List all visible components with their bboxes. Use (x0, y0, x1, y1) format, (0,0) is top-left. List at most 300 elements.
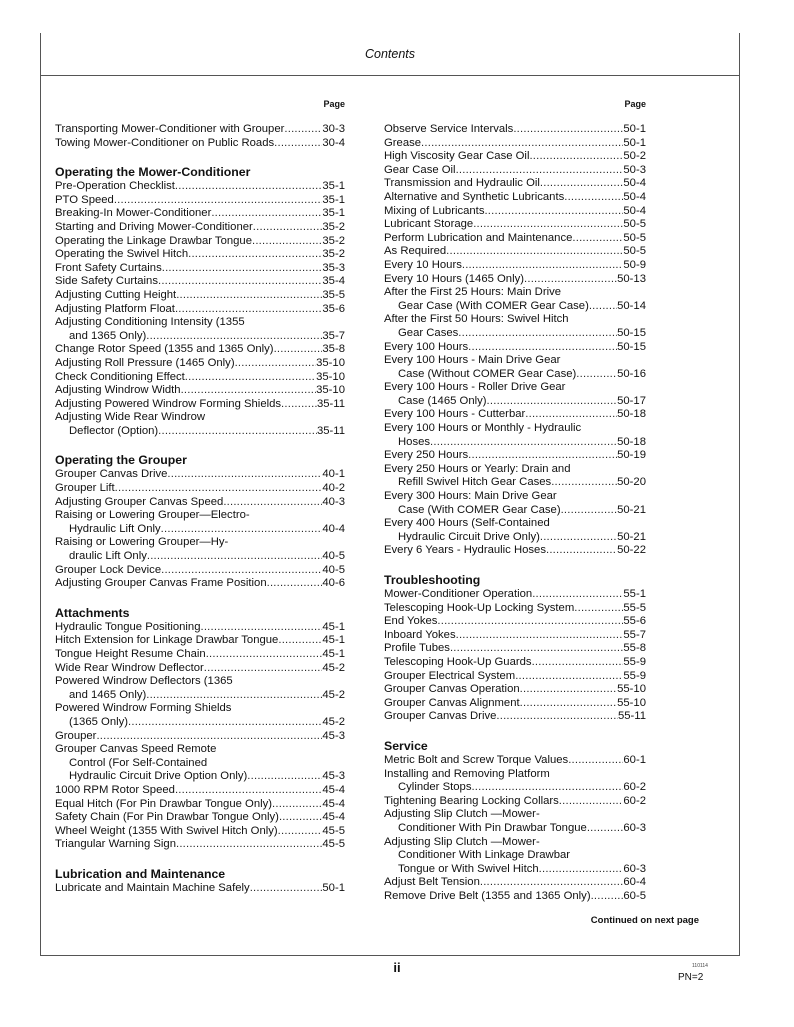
toc-entry-line (384, 504, 646, 518)
dot-leader (206, 648, 323, 662)
toc-page-number: 45-4 (322, 811, 345, 824)
toc-entry-line (384, 259, 646, 273)
toc-page-number: 45-2 (322, 661, 345, 674)
toc-entry[interactable] (384, 232, 646, 246)
dot-leader (591, 890, 624, 904)
toc-entry-title: Change Rotor Speed (1355 and 1365 Only) (55, 343, 274, 356)
dot-leader (278, 634, 322, 648)
dot-leader (176, 289, 322, 303)
toc-entry[interactable] (384, 795, 646, 809)
section-heading: Troubleshooting (384, 573, 481, 587)
toc-entry-line (55, 757, 345, 771)
toc-entry[interactable] (55, 825, 345, 839)
toc-entry[interactable] (55, 398, 345, 412)
toc-entry[interactable] (55, 702, 345, 729)
toc-entry[interactable] (55, 621, 345, 635)
toc-page-number: 50-1 (623, 136, 646, 149)
toc-page-number: 35-11 (316, 424, 345, 437)
dot-leader (540, 177, 623, 191)
toc-entry-title: Triangular Warning Sign (55, 838, 176, 851)
toc-page-number: 45-3 (322, 770, 345, 783)
toc-entry-title: Mixing of Lubricants (384, 204, 485, 217)
toc-entry[interactable] (55, 675, 345, 702)
toc-entry[interactable] (384, 191, 646, 205)
toc-page-number: 40-3 (322, 495, 345, 508)
toc-page-number: 35-3 (322, 261, 345, 274)
toc-entry[interactable] (384, 205, 646, 219)
section-heading: Service (384, 738, 428, 753)
toc-entry[interactable] (384, 490, 646, 517)
toc-entry-line (384, 218, 646, 232)
dot-leader (278, 825, 323, 839)
toc-page-number: 40-6 (322, 577, 345, 590)
toc-entry[interactable] (384, 754, 646, 768)
toc-entry-title: Adjusting Roll Pressure (1465 Only) (55, 356, 235, 369)
toc-entry[interactable] (384, 164, 646, 178)
toc-entry[interactable] (55, 730, 345, 744)
dot-leader (175, 180, 322, 194)
toc-entry[interactable] (384, 544, 646, 558)
toc-entry[interactable] (384, 876, 646, 890)
toc-page-number: 35-7 (322, 329, 345, 342)
toc-entry[interactable] (384, 629, 646, 643)
toc-entry-title: Lubricant Storage (384, 218, 474, 231)
toc-entry-title: Hydraulic Circuit Drive Option Only) (69, 770, 248, 783)
toc-entry-line (55, 371, 345, 385)
toc-page-number: 50-21 (617, 503, 646, 516)
toc-page-number: 50-4 (623, 177, 646, 190)
toc-entry-line (384, 656, 646, 670)
toc-entry-line (384, 697, 646, 711)
toc-entry[interactable] (55, 798, 345, 812)
toc-page-number: 50-5 (623, 231, 646, 244)
toc-entry-title: Adjusting Platform Float (55, 302, 175, 315)
dot-leader (96, 730, 322, 744)
toc-entry[interactable] (384, 273, 646, 287)
toc-entry[interactable] (384, 259, 646, 273)
toc-entry[interactable] (55, 743, 345, 784)
toc-entry-line (384, 808, 646, 822)
toc-entry[interactable] (384, 656, 646, 670)
dot-leader (568, 754, 623, 768)
toc-entry-title: Hoses (398, 435, 431, 448)
toc-entry-title: Every 300 Hours: Main Drive Gear (384, 490, 557, 503)
toc-entry[interactable] (384, 341, 646, 355)
toc-page-number: 60-5 (623, 889, 646, 902)
toc-entry-line (55, 303, 345, 317)
dot-leader (487, 395, 618, 409)
dot-leader (167, 468, 322, 482)
toc-entry-title: Case (1465 Only) (398, 394, 487, 407)
toc-page-number: 30-4 (322, 136, 345, 149)
dot-leader (176, 838, 322, 852)
toc-entry[interactable] (384, 313, 646, 340)
toc-entry-line (384, 544, 646, 558)
toc-page-number: 50-21 (617, 530, 646, 543)
toc-entry-line (55, 838, 345, 852)
toc-entry-line (384, 683, 646, 697)
toc-entry-title: Grouper Canvas Speed Remote (55, 743, 217, 756)
toc-entry-title: Wide Rear Windrow Deflector (55, 661, 204, 674)
left-toc-list (55, 123, 345, 896)
toc-entry-line (384, 463, 646, 477)
toc-entry-line (384, 754, 646, 768)
toc-entry[interactable] (384, 408, 646, 422)
toc-entry-line (55, 662, 345, 676)
toc-page-number: 45-2 (322, 715, 345, 728)
toc-page-number: 35-2 (322, 248, 345, 261)
toc-entry[interactable] (384, 463, 646, 490)
toc-page-number: 50-18 (617, 408, 646, 421)
toc-entry[interactable] (55, 123, 345, 137)
toc-entry[interactable] (55, 662, 345, 676)
dot-leader (162, 262, 323, 276)
toc-entry[interactable] (384, 123, 646, 137)
toc-entry-line (55, 221, 345, 235)
toc-entry[interactable] (384, 422, 646, 449)
toc-entry-title: Tongue Height Resume Chain (55, 648, 206, 660)
dot-leader (211, 207, 322, 221)
toc-entry-title: Every 6 Years - Hydraulic Hoses (384, 544, 546, 557)
dot-leader (471, 781, 623, 795)
dot-leader (551, 476, 617, 490)
toc-entry[interactable] (384, 218, 646, 232)
dot-leader (161, 523, 323, 537)
dot-leader (496, 710, 618, 724)
toc-entry-title: draulic Lift Only (69, 550, 147, 563)
toc-entry-title: Perform Lubrication and Maintenance (384, 231, 573, 244)
toc-entry[interactable] (384, 836, 646, 877)
toc-entry[interactable] (55, 411, 345, 438)
toc-entry[interactable] (55, 648, 345, 662)
toc-entry-line (384, 863, 646, 877)
toc-entry-title: Inboard Yokes (384, 628, 456, 641)
toc-entry[interactable] (55, 577, 345, 591)
toc-page-number: 45-1 (322, 620, 345, 633)
toc-entry-title: Adjusting Conditioning Intensity (1355 (55, 316, 245, 329)
toc-entry-line (55, 634, 345, 648)
header-frame (40, 33, 740, 76)
toc-entry[interactable] (384, 697, 646, 711)
dot-leader (520, 697, 617, 711)
toc-entry[interactable] (55, 564, 345, 578)
toc-entry-title: Grouper Canvas Drive (55, 468, 168, 481)
toc-entry-line (55, 330, 345, 344)
section-heading: Operating the Grouper (55, 453, 187, 468)
toc-entry[interactable] (384, 615, 646, 629)
page-column-label: Page (323, 99, 345, 109)
dot-leader (559, 795, 624, 809)
toc-entry[interactable] (55, 221, 345, 235)
toc-page-number: 50-22 (617, 544, 646, 557)
toc-entry-line (384, 354, 646, 368)
toc-entry-title: Profile Tubes (384, 642, 450, 655)
section-heading: Attachments (55, 605, 130, 620)
toc-entry-line (384, 177, 646, 191)
toc-page-number: 45-1 (322, 648, 345, 660)
toc-entry[interactable] (384, 808, 646, 835)
toc-page-number: 60-4 (623, 876, 646, 889)
dot-leader (473, 218, 623, 232)
dot-leader (146, 689, 322, 703)
toc-entry-title: Remove Drive Belt (1355 and 1365 Only) (384, 889, 591, 902)
toc-entry[interactable] (55, 509, 345, 536)
toc-entry-line (384, 615, 646, 629)
toc-entry-line (384, 123, 646, 137)
toc-page-number: 55-10 (617, 696, 646, 709)
dot-leader (513, 123, 623, 137)
toc-entry[interactable] (55, 634, 345, 648)
toc-entry[interactable] (384, 588, 646, 602)
toc-page-number: 35-1 (322, 207, 345, 220)
dot-leader (274, 137, 322, 151)
toc-entry[interactable] (55, 194, 345, 208)
toc-entry-title: Wheel Weight (1355 With Swivel Hitch Only) (55, 824, 278, 837)
toc-entry-title: Transporting Mower-Conditioner with Grouper (55, 123, 285, 135)
toc-entry-line (55, 398, 345, 412)
dot-leader (201, 621, 323, 635)
toc-page-number: 60-3 (623, 862, 646, 875)
toc-page-number: 40-4 (322, 522, 345, 535)
dot-leader (252, 235, 322, 249)
toc-entry-line (55, 564, 345, 578)
toc-page-number: 45-5 (322, 838, 345, 851)
toc-entry-title: Tongue or With Swivel Hitch (398, 862, 539, 875)
toc-page-number: 50-5 (623, 245, 646, 258)
toc-entry[interactable] (384, 449, 646, 463)
dot-leader (561, 504, 618, 518)
toc-entry-title: Adjusting Slip Clutch —Mower- (384, 808, 540, 821)
toc-entry-line (384, 768, 646, 782)
dot-leader (185, 371, 316, 385)
toc-page-number: 50-16 (617, 367, 646, 380)
toc-entry[interactable] (384, 642, 646, 656)
toc-entry-line (384, 517, 646, 531)
dot-leader (539, 863, 624, 877)
toc-entry[interactable] (384, 354, 646, 381)
toc-page-number: 50-17 (617, 394, 646, 407)
toc-page-number: 50-1 (623, 123, 646, 135)
dot-leader (253, 221, 323, 235)
toc-entry[interactable] (384, 602, 646, 616)
toc-entry-title: Adjusting Wide Rear Windrow (55, 411, 206, 424)
toc-entry-line (55, 262, 345, 276)
pn-label: PN=2 (678, 972, 704, 983)
dot-leader (147, 550, 323, 564)
toc-entry[interactable] (384, 381, 646, 408)
toc-entry-line (55, 468, 345, 482)
dot-leader (456, 164, 624, 178)
toc-entry[interactable] (55, 468, 345, 482)
dot-leader (158, 275, 322, 289)
dot-leader (175, 303, 322, 317)
toc-entry-line (384, 368, 646, 382)
toc-entry[interactable] (55, 289, 345, 303)
toc-entry[interactable] (55, 248, 345, 262)
toc-entry-title: Grouper Electrical System (384, 669, 516, 682)
toc-entry-line (384, 232, 646, 246)
toc-entry-title: Front Safety Curtains (55, 261, 162, 274)
toc-entry-title: Grouper Lock Device (55, 563, 162, 576)
toc-entry[interactable] (384, 670, 646, 684)
dot-leader (235, 357, 317, 371)
toc-entry[interactable] (384, 137, 646, 151)
toc-entry-title: Towing Mower-Conditioner on Public Roads (55, 136, 275, 149)
toc-entry[interactable] (55, 343, 345, 357)
toc-entry-title: Telescoping Hook-Up Locking System (384, 601, 575, 614)
toc-entry[interactable] (55, 180, 345, 194)
toc-entry-line (55, 882, 345, 896)
toc-entry[interactable] (55, 811, 345, 825)
toc-entry[interactable] (55, 207, 345, 221)
dot-leader (546, 544, 617, 558)
toc-page-number: 50-1 (322, 881, 345, 894)
toc-entry-line (384, 341, 646, 355)
toc-entry-line (384, 408, 646, 422)
toc-entry[interactable] (384, 683, 646, 697)
toc-entry[interactable] (55, 303, 345, 317)
toc-entry-line (55, 275, 345, 289)
dot-leader (146, 330, 322, 344)
toc-entry-line (55, 716, 345, 730)
toc-entry-title: Adjusting Grouper Canvas Speed (55, 495, 224, 508)
toc-entry-title: Tightening Bearing Locking Collars (384, 794, 559, 807)
toc-entry-line (384, 150, 646, 164)
toc-entry-title: Adjust Belt Tension (384, 876, 480, 889)
toc-entry-line (384, 381, 646, 395)
toc-entry-title: Raising or Lowering Grouper—Hy- (55, 536, 229, 549)
toc-page-number: 60-1 (623, 753, 646, 766)
section-heading: Lubrication and Maintenance (55, 866, 226, 881)
dot-leader (114, 194, 323, 208)
toc-entry-title: Deflector (Option) (69, 424, 159, 437)
dot-leader (540, 531, 617, 545)
toc-page-number: 35-10 (316, 384, 345, 397)
toc-entry[interactable] (384, 768, 646, 795)
toc-entry-line (384, 313, 646, 327)
toc-entry-line (55, 123, 345, 137)
toc-entry-title: Installing and Removing Platform (384, 767, 550, 780)
toc-entry-title: Every 100 Hours (384, 340, 469, 353)
dot-leader (247, 770, 322, 784)
dot-leader (272, 798, 322, 812)
toc-entry-line (55, 194, 345, 208)
toc-entry[interactable] (384, 177, 646, 191)
dot-leader (175, 784, 322, 798)
toc-entry[interactable] (55, 536, 345, 563)
toc-entry-line (55, 496, 345, 510)
toc-entry[interactable] (384, 517, 646, 544)
toc-entry[interactable] (55, 137, 345, 151)
toc-entry-title: Every 250 Hours (384, 449, 469, 462)
toc-entry[interactable] (55, 482, 345, 496)
toc-entry-title: Every 100 Hours or Monthly - Hydraulic (384, 422, 582, 435)
toc-entry-title: Hydraulic Circuit Drive Only) (398, 530, 540, 543)
toc-entry-line (384, 710, 646, 724)
toc-entry-title: Equal Hitch (For Pin Drawbar Tongue Only) (55, 797, 273, 810)
toc-entry-title: Case (With COMER Gear Case) (398, 503, 561, 516)
toc-entry[interactable] (384, 710, 646, 724)
toc-entry[interactable] (384, 890, 646, 904)
toc-page-number: 50-18 (617, 435, 646, 448)
toc-entry-line (55, 648, 345, 662)
toc-entry[interactable] (384, 245, 646, 259)
toc-page-number: 40-1 (322, 468, 345, 481)
toc-entry-title: Check Conditioning Effect (55, 370, 185, 383)
toc-entry-line (384, 300, 646, 314)
toc-entry-line (384, 629, 646, 643)
toc-entry-title: Every 100 Hours - Cutterbar (384, 408, 526, 421)
dot-leader (430, 436, 617, 450)
toc-entry[interactable] (55, 275, 345, 289)
toc-page-number: 45-1 (322, 634, 345, 647)
toc-entry-line (55, 770, 345, 784)
toc-entry-title: Telescoping Hook-Up Guards (384, 655, 532, 668)
toc-entry-line (384, 327, 646, 341)
toc-entry-title: Lubricate and Maintain Machine Safely (55, 881, 250, 894)
toc-entry-title: Grouper Canvas Drive (384, 710, 497, 723)
toc-entry-title: High Viscosity Gear Case Oil (384, 150, 530, 163)
toc-entry[interactable] (55, 784, 345, 798)
toc-page-number: 55-9 (623, 655, 646, 668)
toc-page-number: 35-2 (322, 220, 345, 233)
toc-entry-line (384, 876, 646, 890)
toc-entry-title: Every 10 Hours (1465 Only) (384, 272, 525, 285)
toc-page-number: 45-4 (322, 797, 345, 810)
toc-entry[interactable] (55, 371, 345, 385)
toc-entry[interactable] (55, 384, 345, 398)
toc-entry-line (384, 602, 646, 616)
toc-page-number: 50-19 (617, 449, 646, 462)
dot-leader (281, 398, 317, 412)
toc-page-number: 35-1 (322, 193, 345, 206)
toc-page-number: 35-10 (316, 356, 345, 369)
toc-entry-title: Cylinder Stops (398, 781, 472, 794)
toc-entry-line (384, 164, 646, 178)
toc-entry[interactable] (384, 286, 646, 313)
toc-entry-title: Powered Windrow Forming Shields (55, 702, 232, 715)
toc-page-number: 45-5 (322, 824, 345, 837)
dot-leader (267, 577, 323, 591)
toc-entry[interactable] (55, 496, 345, 510)
toc-entry-title: Control (For Self-Contained (69, 756, 208, 769)
toc-entry[interactable] (55, 235, 345, 249)
toc-entry[interactable] (55, 882, 345, 896)
toc-page-number: 35-11 (316, 397, 345, 410)
toc-page-number: 55-6 (623, 615, 646, 628)
toc-entry[interactable] (55, 357, 345, 371)
toc-entry-title: Side Safety Curtains (55, 275, 158, 288)
toc-entry-line (55, 289, 345, 303)
dot-leader (161, 564, 322, 578)
toc-entry[interactable] (55, 262, 345, 276)
toc-page-number: 35-2 (322, 234, 345, 247)
toc-entry-title: Every 250 Hours or Yearly: Drain and (384, 462, 571, 475)
toc-entry-line (55, 536, 345, 550)
toc-entry[interactable] (55, 316, 345, 343)
toc-entry-title: and 1365 Only) (69, 329, 147, 342)
toc-entry-title: Gear Case Oil (384, 163, 456, 176)
toc-entry-title: 1000 RPM Rotor Speed (55, 783, 175, 796)
toc-entry-line (384, 449, 646, 463)
toc-entry[interactable] (55, 838, 345, 852)
toc-entry-line (55, 730, 345, 744)
toc-entry-line (384, 795, 646, 809)
toc-entry-title: Conditioner With Pin Drawbar Tongue (398, 821, 587, 834)
toc-entry[interactable] (384, 150, 646, 164)
toc-page-number: 55-10 (617, 683, 646, 696)
toc-entry-title: End Yokes (384, 615, 438, 628)
